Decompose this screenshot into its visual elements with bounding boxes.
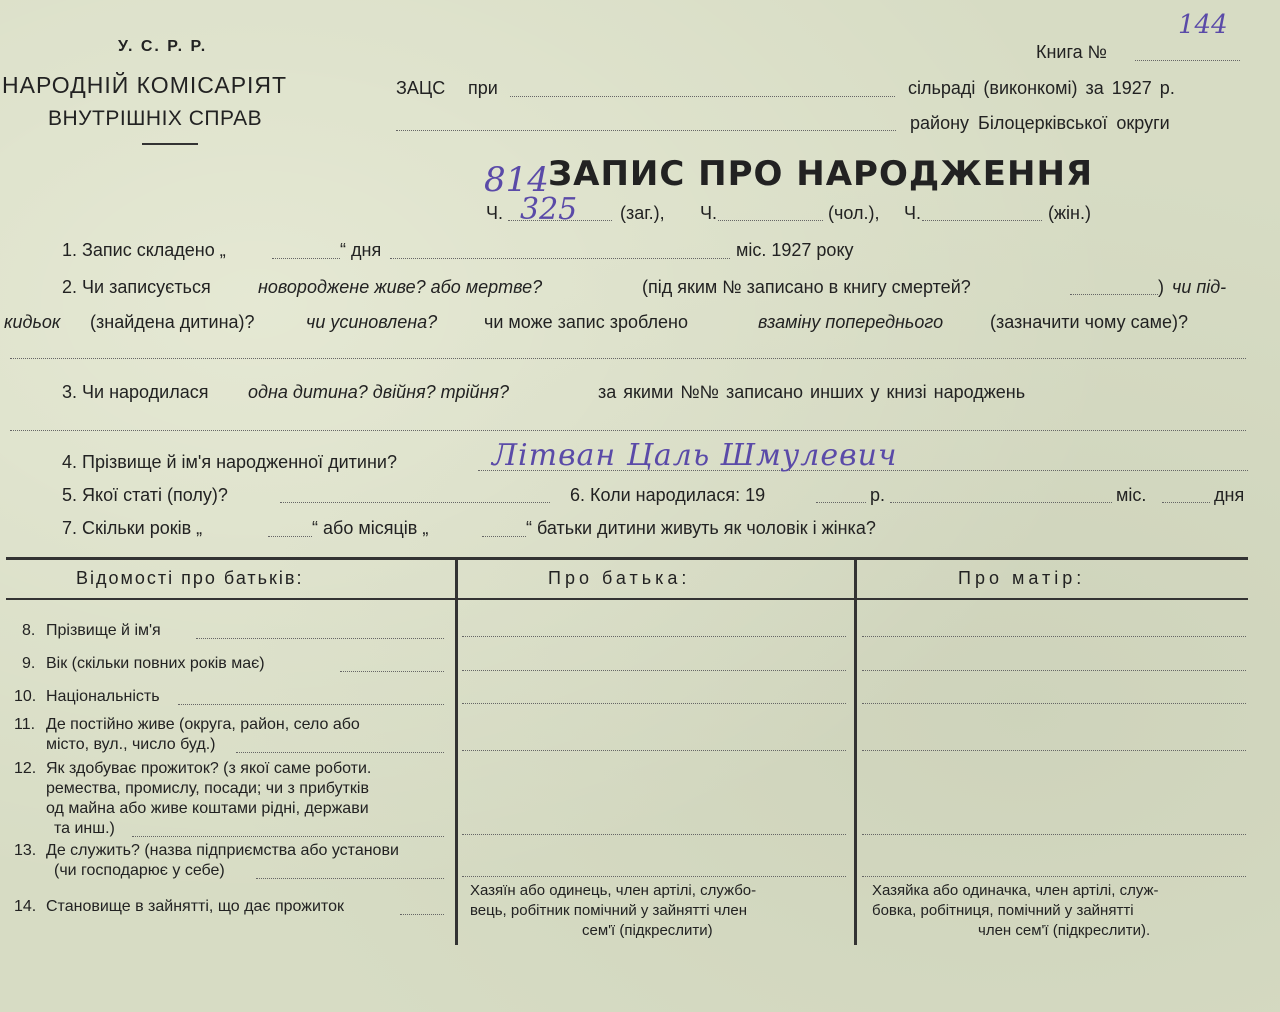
- item-2-instead-prefix: чи може запис зроблено: [484, 312, 688, 332]
- zag-label: (заг.),: [620, 203, 665, 223]
- row-9-father-field[interactable]: [462, 670, 846, 671]
- row-12-mother-field[interactable]: [862, 834, 1246, 835]
- zhin-field[interactable]: [922, 220, 1042, 221]
- row-12-label-3: од майна або живе коштами рідні, держави: [46, 800, 369, 817]
- row-9-leader: [340, 671, 444, 672]
- row-8-num: 8.: [22, 622, 36, 639]
- item-3-numbers: за якими №№ записано инших у книзі народжень: [598, 382, 1026, 402]
- row-13-label-2: (чи господарює у себе): [54, 862, 225, 879]
- mother-occupation-2: бовка, робітниця, помічний у зайнятті: [872, 902, 1134, 919]
- chol-field[interactable]: [718, 220, 823, 221]
- item-2-label: 2. Чи записується: [62, 277, 211, 297]
- item-7-tail: “ батьки дитини живуть як чоловік і жінка?: [526, 518, 876, 538]
- table-top-border: [6, 557, 1248, 560]
- item-6-month-field[interactable]: [890, 502, 1112, 503]
- ch3-label: Ч.: [904, 203, 921, 223]
- chol-label: (чол.),: [828, 203, 880, 223]
- item-1-dnya: “ дня: [340, 240, 382, 260]
- item-5-field[interactable]: [280, 502, 550, 503]
- item-2-why: (зазначити чому саме)?: [990, 312, 1188, 332]
- row-12-label-2: ремества, промислу, посади; чи з прибутків: [46, 780, 369, 797]
- row-14-leader: [400, 914, 444, 915]
- page-title: ЗАПИС ПРО НАРОДЖЕННЯ: [548, 154, 1094, 194]
- item-7-months: “ або місяців „: [312, 518, 429, 538]
- row-9-mother-field[interactable]: [862, 670, 1246, 671]
- item-2-extra-field[interactable]: [10, 358, 1246, 359]
- item-3-kinds: одна дитина? двійня? трійня?: [248, 382, 509, 402]
- item-7-months-field[interactable]: [482, 536, 526, 537]
- item-1-label: 1. Запис складено „: [62, 240, 226, 260]
- num-prefix: Ч.: [486, 203, 503, 223]
- row-12-label-4: та инш.): [54, 820, 115, 837]
- row-13-leader: [256, 878, 444, 879]
- father-occupation-2: вець, робітник помічний у зайнятті член: [470, 902, 747, 919]
- item-3-field[interactable]: [10, 430, 1246, 431]
- item-2-death-book: (під яким № записано в книгу смертей?: [642, 277, 971, 297]
- row-9-label: Вік (скільки повних років має): [46, 655, 265, 672]
- row-12-leader: [132, 836, 444, 837]
- item-6-dnya: дня: [1214, 485, 1245, 505]
- row-12-label: Як здобуває прожиток? (з якої саме роботи.: [46, 760, 372, 777]
- record-number-handwritten: 814: [484, 160, 549, 200]
- row-13-label: Де служить? (назва підприємства або установи: [46, 842, 399, 859]
- row-11-father-field[interactable]: [462, 750, 846, 751]
- item-5-label: 5. Якої статі (полу)?: [62, 485, 228, 505]
- item-6-label: 6. Коли народилася: 19: [570, 485, 766, 505]
- item-6-mis: міс.: [1116, 485, 1147, 505]
- zags-field-2[interactable]: [396, 130, 896, 131]
- zhin-label: (жін.): [1048, 203, 1091, 223]
- book-number-field[interactable]: [1135, 60, 1240, 61]
- row-11-leader: [236, 752, 444, 753]
- row-8-leader: [196, 638, 444, 639]
- table-header-mother: Про матір:: [958, 568, 1086, 588]
- item-2-adopt: чи усиновлена?: [306, 312, 438, 332]
- child-name-handwritten: Літван Цаль Шмулевич: [492, 438, 898, 473]
- row-10-father-field[interactable]: [462, 703, 846, 704]
- row-8-label: Прізвище й ім'я: [46, 622, 161, 639]
- item-2-instead: взаміну попереднього: [758, 312, 944, 332]
- zags-field[interactable]: [510, 96, 895, 97]
- row-10-num: 10.: [14, 688, 37, 705]
- row-12-father-field[interactable]: [462, 834, 846, 835]
- header-divider: [142, 143, 198, 145]
- item-1-day-field[interactable]: [272, 258, 340, 259]
- item-6-r: р.: [870, 485, 886, 505]
- row-10-label: Національність: [46, 688, 160, 705]
- row-10-leader: [178, 704, 444, 705]
- table-divider-1: [455, 560, 458, 945]
- republic-label: У. С. Р. Р.: [118, 38, 208, 55]
- item-2-kidok: кидьок: [4, 312, 61, 332]
- pry-label: при: [468, 78, 498, 98]
- item-7-label: 7. Скільки років „: [62, 518, 203, 538]
- item-2-alive: новороджене живе? або мертве?: [258, 277, 543, 297]
- table-header-parents: Відомості про батьків:: [76, 568, 304, 588]
- row-14-num: 14.: [14, 898, 37, 915]
- item-6-day-field[interactable]: [1162, 502, 1210, 503]
- item-2-death-field[interactable]: [1070, 294, 1158, 295]
- item-7-years-field[interactable]: [268, 536, 312, 537]
- item-3-label: 3. Чи народилася: [62, 382, 209, 402]
- item-1-year: міс. 1927 року: [736, 240, 854, 260]
- row-11-label-2: місто, вул., число буд.): [46, 736, 216, 753]
- mother-occupation-3: член сем'ї (підкреслити).: [978, 922, 1151, 939]
- book-number-handwritten: 144: [1178, 10, 1228, 40]
- num-handwritten: 325: [520, 192, 578, 227]
- row-11-label: Де постійно живе (округа, район, село або: [46, 716, 360, 733]
- row-8-father-field[interactable]: [462, 636, 846, 637]
- row-13-father-field[interactable]: [462, 876, 846, 877]
- commissariat-line2: ВНУТРІШНІХ СПРАВ: [48, 107, 263, 130]
- item-6-year-field[interactable]: [816, 502, 866, 503]
- row-11-num: 11.: [14, 716, 36, 733]
- item-4-label: 4. Прізвище й ім'я народженної дитини?: [62, 452, 397, 472]
- row-13-num: 13.: [14, 842, 37, 859]
- table-divider-2: [854, 560, 857, 945]
- commissariat-line1: НАРОДНІЙ КОМІСАРІЯТ: [2, 72, 288, 98]
- book-label: Книга №: [1036, 42, 1107, 62]
- zags-label: ЗАЦС: [396, 78, 446, 98]
- item-1-month-field[interactable]: [390, 258, 730, 259]
- row-10-mother-field[interactable]: [862, 703, 1246, 704]
- item-2-found: (знайдена дитина)?: [90, 312, 255, 332]
- row-8-mother-field[interactable]: [862, 636, 1246, 637]
- mother-occupation-1: Хазяйка або одиначка, член артілі, служ-: [872, 882, 1159, 899]
- row-9-num: 9.: [22, 655, 36, 672]
- item-2-chi-pid: чи під-: [1172, 277, 1227, 297]
- table-header-border: [6, 598, 1248, 600]
- table-header-father: Про батька:: [548, 568, 691, 588]
- row-11-mother-field[interactable]: [862, 750, 1246, 751]
- silradi-label: сільраді (виконкомі) за 1927 р.: [908, 78, 1175, 98]
- father-occupation-3: сем'ї (підкреслити): [582, 922, 713, 939]
- father-occupation-1: Хазяїн або одинець, член артілі, службо-: [470, 882, 757, 899]
- item-2-paren: ): [1158, 277, 1164, 297]
- row-14-label: Становище в зайнятті, що дає прожиток: [46, 898, 344, 915]
- rayonu-label: району Білоцерківської округи: [910, 113, 1170, 133]
- ch2-label: Ч.: [700, 203, 717, 223]
- row-12-num: 12.: [14, 760, 37, 777]
- row-13-mother-field[interactable]: [862, 876, 1246, 877]
